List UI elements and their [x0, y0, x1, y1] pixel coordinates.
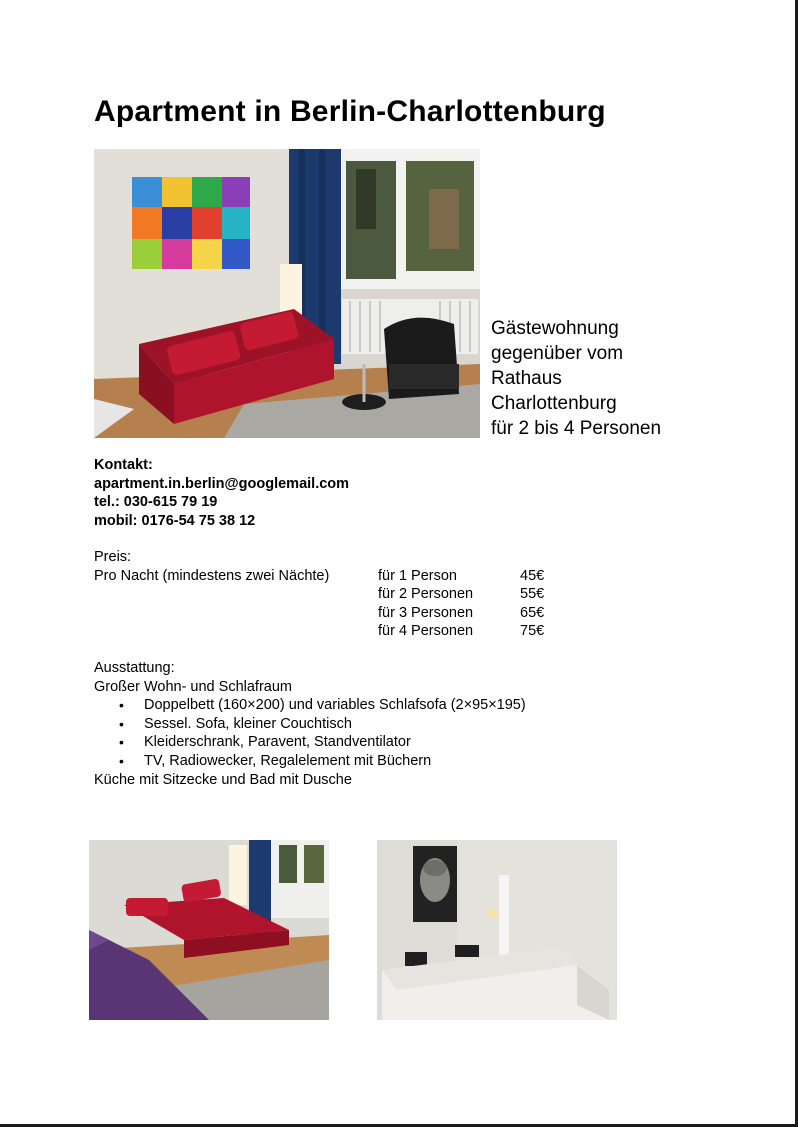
price-persons: für 1 Person: [378, 567, 457, 584]
photo-living-room: [94, 149, 480, 438]
price-value: 45€: [520, 567, 545, 584]
features-list: [94, 696, 654, 770]
tagline-line: gegenüber vom: [491, 343, 624, 364]
tagline-line: Gästewohnung: [491, 318, 619, 339]
price-value: 55€: [520, 586, 545, 602]
list-item: • Kleiderschrank, Paravent, Standventilator: [144, 733, 654, 752]
contact-mobil: mobil: 0176-54 75 38 12: [94, 512, 256, 529]
price-value: 75€: [520, 623, 545, 639]
price-persons: für 3 Personen: [378, 604, 474, 621]
tagline-line: für 2 bis 4 Personen: [491, 418, 662, 439]
tagline: [491, 316, 661, 441]
tagline-line: Charlottenburg: [491, 393, 617, 414]
price-row: [94, 585, 594, 604]
contact-heading: Kontakt:: [94, 457, 153, 473]
list-item: • Doppelbett (160×200) und variables Schlafsofa (2×95×195): [144, 696, 654, 715]
list-item: • TV, Radiowecker, Regalelement mit Büchern: [144, 752, 654, 771]
list-item: • Sessel. Sofa, kleiner Couchtisch: [144, 715, 654, 734]
price-persons: für 2 Personen: [378, 586, 474, 602]
features-room: Großer Wohn- und Schlafraum: [94, 678, 292, 695]
price-row: [94, 604, 594, 623]
price-persons: für 4 Personen: [378, 623, 474, 639]
contact-block: [94, 456, 349, 530]
photo-sofa-bed: [89, 840, 329, 1020]
features-footer: Küche mit Sitzecke und Bad mit Dusche: [94, 771, 352, 788]
tagline-line: Rathaus: [491, 368, 562, 389]
price-value: 65€: [520, 604, 545, 621]
price-row: [94, 622, 594, 641]
photo-bedroom: [377, 840, 617, 1020]
price-label: Pro Nacht (mindestens zwei Nächte): [94, 567, 330, 584]
features-heading: Ausstattung:: [94, 660, 175, 676]
features-block: [94, 659, 654, 789]
contact-tel: tel.: 030-615 79 19: [94, 494, 218, 510]
price-heading: Preis:: [94, 549, 132, 565]
contact-email[interactable]: apartment.in.berlin@googlemail.com: [94, 475, 350, 492]
page-title: Apartment in Berlin-Charlottenburg: [94, 95, 606, 128]
price-block: [94, 548, 594, 641]
price-row: [94, 567, 594, 586]
